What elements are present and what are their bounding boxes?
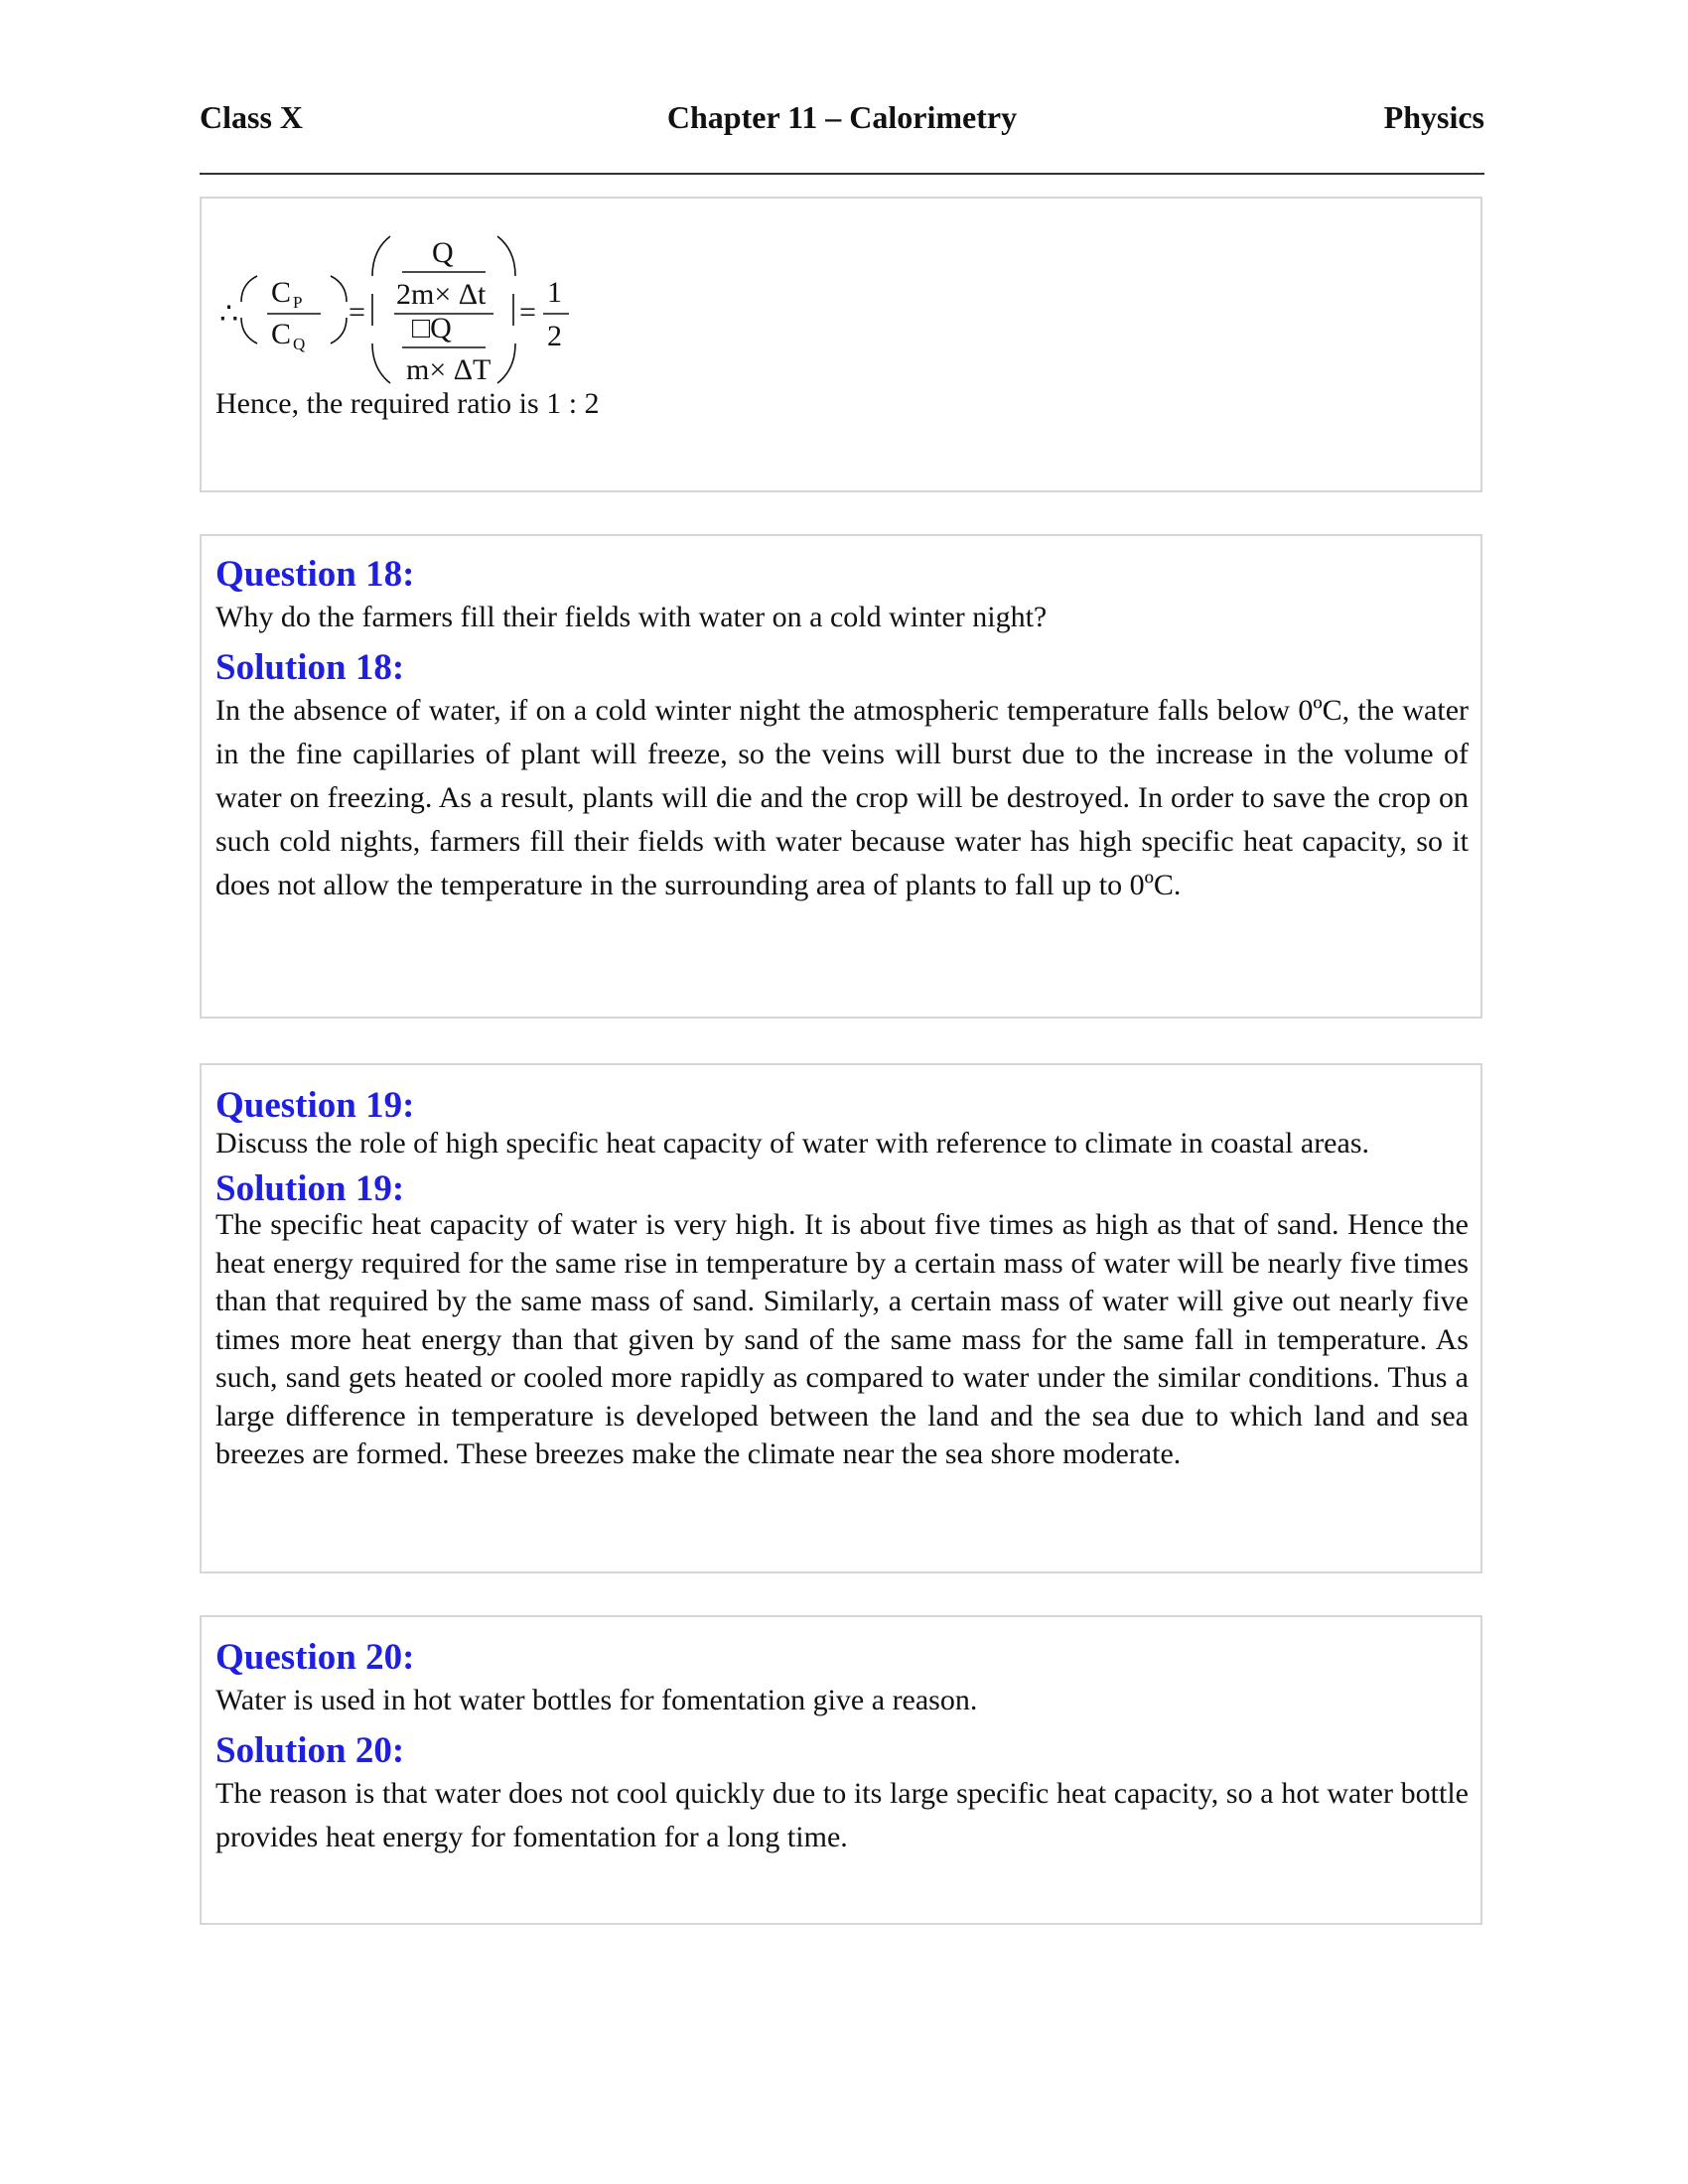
- solution-18-label: Solution 18:: [215, 647, 405, 688]
- cq-symbol: C: [271, 318, 292, 350]
- ratio-formula-graphic: [219, 214, 716, 393]
- numerator-denominator: 2m× Δt: [396, 278, 487, 311]
- ratio-conclusion: Hence, the required ratio is 1 : 2: [215, 387, 600, 420]
- question-20-text: Water is used in hot water bottles for fomentation give a reason.: [215, 1684, 978, 1716]
- header-class: Class X: [200, 99, 304, 135]
- cq-subscript: Q: [293, 335, 306, 353]
- solution-18-text: In the absence of water, if on a cold winter night the atmospheric temperature falls below 0ºC, the water in the fine capillaries of plant will freeze, so the veins will burst due to the increase in the volume of water on freezing. As a result, plants will die and the crop will be destroyed. In order to save the crop on such cold nights, farmers fill their fields with water because water has high specific heat capacity, so it does not allow the temperature in the surrounding area of plants to fall up to 0ºC.: [215, 694, 1469, 901]
- solution-20-label: Solution 20:: [215, 1730, 405, 1771]
- header-rule: [200, 173, 1484, 175]
- ratio-formula: [219, 214, 716, 393]
- equals-sign-1: =: [349, 296, 365, 329]
- denominator-denominator: m× ΔT: [406, 353, 492, 386]
- therefore-symbol: ∴: [219, 298, 239, 331]
- header-chapter-title: Chapter 11 – Calorimetry: [666, 99, 1018, 135]
- question-18-text: Why do the farmers fill their fields with water on a cold winter night?: [215, 601, 1048, 633]
- header-subject: Physics: [1383, 99, 1484, 135]
- cp-subscript: P: [293, 293, 303, 312]
- solution-19-label: Solution 19:: [215, 1168, 405, 1209]
- equals-sign-2: =: [519, 296, 536, 329]
- solution-19-text: The specific heat capacity of water is very high. It is about five times as high as that of sand. Hence the heat energy required for the same rise in temperature by a certain mass of water will be nearly five times than that required by the same mass of sand. Similarly, a certain mass of water will give out nearly five times more heat energy than that given by sand of the same mass for the same fall in temperature. As such, sand gets heated or cooled more rapidly as compared to water under the similar conditions. Thus a large difference in temperature is developed between the land and the sea due to which land and sea breezes are formed. These breezes make the climate near the sea shore moderate.: [215, 1208, 1469, 1470]
- numerator-q: Q: [432, 236, 454, 269]
- question-19-label: Question 19:: [215, 1085, 415, 1126]
- question-18-label: Question 18:: [215, 554, 415, 595]
- question-20-box: [200, 1615, 1482, 1925]
- result-numerator: 1: [547, 276, 562, 309]
- cp-symbol: C: [271, 276, 292, 309]
- question-20-label: Question 20:: [215, 1637, 415, 1678]
- denominator-q: □Q: [412, 312, 452, 344]
- solution-continuation-box: [200, 197, 1482, 492]
- page-header: [200, 99, 1484, 143]
- question-19-text: Discuss the role of high specific heat capacity of water with reference to climate in coastal areas.: [215, 1127, 1369, 1160]
- result-denominator: 2: [547, 320, 562, 352]
- question-19-box: [200, 1063, 1482, 1573]
- question-18-box: [200, 534, 1482, 1019]
- solution-20-text: The reason is that water does not cool quickly due to its large specific heat capacity, so a hot water bottle provides heat energy for fomentation for a long time.: [215, 1777, 1469, 1853]
